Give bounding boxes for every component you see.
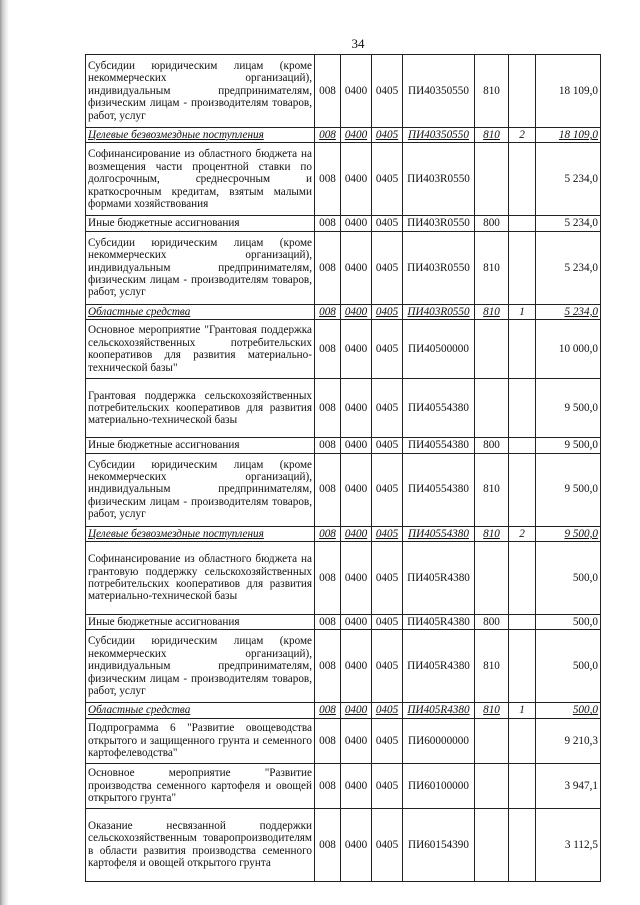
expense-type-cell (475, 320, 509, 379)
table-row (86, 143, 601, 216)
funding-source-cell: 1 (509, 703, 536, 718)
funding-source-cell (509, 453, 536, 526)
section-code-cell: 0400 (341, 216, 372, 231)
admin-code-cell: 008 (315, 808, 341, 881)
subsection-code-cell: 0405 (372, 453, 403, 526)
expense-type-cell (475, 143, 509, 216)
amount-cell: 9 500,0 (536, 379, 601, 438)
admin-code-cell: 008 (315, 216, 341, 231)
admin-code-cell: 008 (315, 128, 341, 143)
section-code-cell: 0400 (341, 379, 372, 438)
table-row (86, 379, 601, 438)
expense-type-cell: 800 (475, 216, 509, 231)
section-code-cell: 0400 (341, 718, 372, 763)
subsection-code-cell: 0405 (372, 438, 403, 453)
table-row (86, 630, 601, 703)
expense-type-cell (475, 808, 509, 881)
subsection-code-cell: 0405 (372, 379, 403, 438)
target-article-cell: ПИ60000000 (403, 718, 475, 763)
subsection-code-cell: 0405 (372, 630, 403, 703)
subsection-code-cell: 0405 (372, 216, 403, 231)
row-name-cell: Областные средства (86, 304, 315, 319)
admin-code-cell: 008 (315, 703, 341, 718)
expense-type-cell: 810 (475, 703, 509, 718)
row-name-cell: Целевые безвозмездные поступления (86, 526, 315, 541)
amount-cell: 9 500,0 (536, 526, 601, 541)
funding-source-cell (509, 231, 536, 304)
admin-code-cell: 008 (315, 453, 341, 526)
subsection-code-cell: 0405 (372, 231, 403, 304)
scan-edge (0, 0, 9, 905)
amount-cell: 3 112,5 (536, 808, 601, 881)
target-article-cell: ПИ403R0550 (403, 304, 475, 319)
row-name-cell: Софинансирование из областного бюджета на возмещения части процентной ставки по долгосрочным, среднесрочным и краткосрочным кредитам, взятым малыми формами хозяйствования (86, 143, 315, 216)
page-number: 34 (351, 36, 365, 51)
row-name-cell: Софинансирование из областного бюджета на грантовую поддержку сельскохозяйственных потребительских кооперативов для развития материально-технической базы (86, 542, 315, 615)
admin-code-cell: 008 (315, 718, 341, 763)
section-code-cell: 0400 (341, 526, 372, 541)
expense-type-cell: 810 (475, 526, 509, 541)
subsection-code-cell: 0405 (372, 763, 403, 808)
table-row (86, 438, 601, 453)
expense-type-cell (475, 763, 509, 808)
section-code-cell: 0400 (341, 304, 372, 319)
table-row (86, 718, 601, 763)
funding-source-cell (509, 143, 536, 216)
expense-type-cell: 810 (475, 55, 509, 128)
target-article-cell: ПИ405R4380 (403, 630, 475, 703)
amount-cell: 18 109,0 (536, 55, 601, 128)
table-row (86, 216, 601, 231)
funding-source-cell (509, 615, 536, 630)
target-article-cell: ПИ405R4380 (403, 703, 475, 718)
admin-code-cell: 008 (315, 231, 341, 304)
amount-cell: 500,0 (536, 703, 601, 718)
admin-code-cell: 008 (315, 763, 341, 808)
expense-type-cell: 810 (475, 453, 509, 526)
row-name-cell: Областные средства (86, 703, 315, 718)
section-code-cell: 0400 (341, 703, 372, 718)
row-name-cell: Субсидии юридическим лицам (кроме некоммерческих организаций), индивидуальным предпринимателям, физическим лицам - производителям товаров, работ, услуг (86, 630, 315, 703)
amount-cell: 3 947,1 (536, 763, 601, 808)
funding-source-cell (509, 630, 536, 703)
funding-source-cell (509, 320, 536, 379)
table-row (86, 320, 601, 379)
admin-code-cell: 008 (315, 320, 341, 379)
subsection-code-cell: 0405 (372, 128, 403, 143)
funding-source-cell (509, 55, 536, 128)
target-article-cell: ПИ403R0550 (403, 216, 475, 231)
expense-type-cell: 810 (475, 128, 509, 143)
target-article-cell: ПИ403R0550 (403, 231, 475, 304)
subsection-code-cell: 0405 (372, 718, 403, 763)
expense-type-cell (475, 542, 509, 615)
row-name-cell: Целевые безвозмездные поступления (86, 128, 315, 143)
section-code-cell: 0400 (341, 231, 372, 304)
table-row (86, 231, 601, 304)
section-code-cell: 0400 (341, 320, 372, 379)
row-name-cell: Подпрограмма 6 "Развитие овощеводства открытого и защищенного грунта и семенного картофелеводства" (86, 718, 315, 763)
table-row (86, 304, 601, 319)
funding-source-cell: 2 (509, 128, 536, 143)
expense-type-cell (475, 379, 509, 438)
amount-cell: 10 000,0 (536, 320, 601, 379)
amount-cell: 500,0 (536, 630, 601, 703)
funding-source-cell (509, 379, 536, 438)
subsection-code-cell: 0405 (372, 542, 403, 615)
subsection-code-cell: 0405 (372, 55, 403, 128)
table-row (86, 808, 601, 881)
funding-source-cell: 1 (509, 304, 536, 319)
row-name-cell: Иные бюджетные ассигнования (86, 615, 315, 630)
admin-code-cell: 008 (315, 438, 341, 453)
expense-type-cell: 800 (475, 615, 509, 630)
table-row (86, 763, 601, 808)
funding-source-cell (509, 763, 536, 808)
target-article-cell: ПИ40554380 (403, 526, 475, 541)
table-row (86, 542, 601, 615)
funding-source-cell (509, 542, 536, 615)
admin-code-cell: 008 (315, 379, 341, 438)
funding-source-cell (509, 718, 536, 763)
expense-type-cell: 800 (475, 438, 509, 453)
target-article-cell: ПИ40554380 (403, 438, 475, 453)
funding-source-cell: 2 (509, 526, 536, 541)
row-name-cell: Основное мероприятие "Грантовая поддержка сельскохозяйственных потребительских кооперативов для развития материально-технической базы" (86, 320, 315, 379)
target-article-cell: ПИ403R0550 (403, 143, 475, 216)
section-code-cell: 0400 (341, 808, 372, 881)
admin-code-cell: 008 (315, 630, 341, 703)
target-article-cell: ПИ405R4380 (403, 542, 475, 615)
funding-source-cell (509, 438, 536, 453)
section-code-cell: 0400 (341, 438, 372, 453)
amount-cell: 9 500,0 (536, 438, 601, 453)
subsection-code-cell: 0405 (372, 304, 403, 319)
section-code-cell: 0400 (341, 143, 372, 216)
subsection-code-cell: 0405 (372, 143, 403, 216)
admin-code-cell: 008 (315, 304, 341, 319)
amount-cell: 9 210,3 (536, 718, 601, 763)
expense-type-cell: 810 (475, 231, 509, 304)
target-article-cell: ПИ40554380 (403, 453, 475, 526)
table-row (86, 526, 601, 541)
table-row (86, 453, 601, 526)
row-name-cell: Субсидии юридическим лицам (кроме некоммерческих организаций), индивидуальным предпринимателям, физическим лицам - производителям товаров, работ, услуг (86, 55, 315, 128)
admin-code-cell: 008 (315, 526, 341, 541)
subsection-code-cell: 0405 (372, 320, 403, 379)
section-code-cell: 0400 (341, 55, 372, 128)
row-name-cell: Иные бюджетные ассигнования (86, 438, 315, 453)
subsection-code-cell: 0405 (372, 526, 403, 541)
row-name-cell: Субсидии юридическим лицам (кроме некоммерческих организаций), индивидуальным предпринимателям, физическим лицам - производителям товаров, работ, услуг (86, 453, 315, 526)
subsection-code-cell: 0405 (372, 615, 403, 630)
row-name-cell: Основное мероприятие "Развитие производства семенного картофеля и овощей открытого грунта" (86, 763, 315, 808)
funding-source-cell (509, 808, 536, 881)
target-article-cell: ПИ40350550 (403, 128, 475, 143)
amount-cell: 5 234,0 (536, 231, 601, 304)
table-row (86, 128, 601, 143)
row-name-cell: Оказание несвязанной поддержки сельскохозяйственным товаропроизводителям в области развития производства семенного картофеля и овощей открытого грунта (86, 808, 315, 881)
target-article-cell: ПИ40500000 (403, 320, 475, 379)
budget-table (85, 54, 601, 882)
table-row (86, 615, 601, 630)
section-code-cell: 0400 (341, 453, 372, 526)
subsection-code-cell: 0405 (372, 808, 403, 881)
amount-cell: 5 234,0 (536, 216, 601, 231)
budget-table-body (86, 55, 601, 882)
row-name-cell: Субсидии юридическим лицам (кроме некоммерческих организаций), индивидуальным предпринимателям, физическим лицам - производителям товаров, работ, услуг (86, 231, 315, 304)
admin-code-cell: 008 (315, 55, 341, 128)
table-row (86, 703, 601, 718)
section-code-cell: 0400 (341, 128, 372, 143)
amount-cell: 5 234,0 (536, 143, 601, 216)
amount-cell: 5 234,0 (536, 304, 601, 319)
target-article-cell: ПИ60100000 (403, 763, 475, 808)
admin-code-cell: 008 (315, 542, 341, 615)
expense-type-cell: 810 (475, 630, 509, 703)
target-article-cell: ПИ40350550 (403, 55, 475, 128)
row-name-cell: Грантовая поддержка сельскохозяйственных потребительских кооперативов для развития материально-технической базы (86, 379, 315, 438)
amount-cell: 500,0 (536, 542, 601, 615)
section-code-cell: 0400 (341, 615, 372, 630)
admin-code-cell: 008 (315, 143, 341, 216)
section-code-cell: 0400 (341, 763, 372, 808)
table-row (86, 55, 601, 128)
target-article-cell: ПИ405R4380 (403, 615, 475, 630)
expense-type-cell (475, 718, 509, 763)
target-article-cell: ПИ60154390 (403, 808, 475, 881)
amount-cell: 18 109,0 (536, 128, 601, 143)
section-code-cell: 0400 (341, 630, 372, 703)
subsection-code-cell: 0405 (372, 703, 403, 718)
section-code-cell: 0400 (341, 542, 372, 615)
target-article-cell: ПИ40554380 (403, 379, 475, 438)
admin-code-cell: 008 (315, 615, 341, 630)
expense-type-cell: 810 (475, 304, 509, 319)
amount-cell: 9 500,0 (536, 453, 601, 526)
funding-source-cell (509, 216, 536, 231)
row-name-cell: Иные бюджетные ассигнования (86, 216, 315, 231)
amount-cell: 500,0 (536, 615, 601, 630)
